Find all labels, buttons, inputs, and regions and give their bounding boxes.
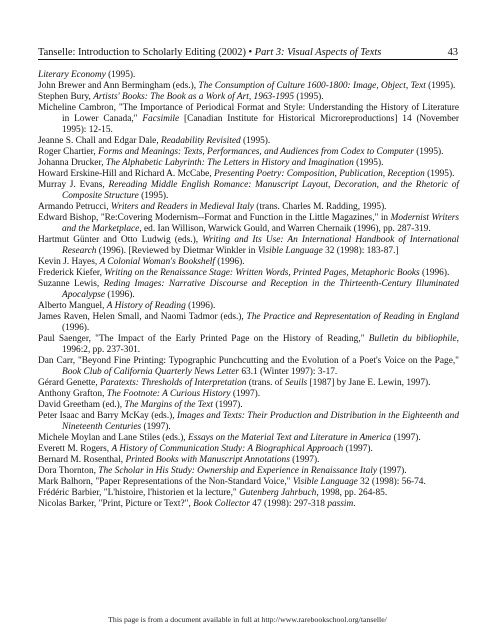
entry-title-segment: Presenting Poetry: Composition, Publication, Reception bbox=[213, 169, 425, 179]
entry-title-segment: Writers and Readers in Medieval Italy bbox=[110, 202, 254, 212]
entry-title-segment: Readability Revisited bbox=[161, 136, 241, 146]
bibliography-entry bbox=[38, 444, 459, 455]
entry-title-segment: Visible Language bbox=[292, 477, 358, 487]
bibliography-entry bbox=[38, 180, 459, 202]
entry-text-segment: (1997). bbox=[141, 422, 171, 432]
entry-text-segment: Michele Moylan and Lane Stiles (eds.), bbox=[38, 433, 188, 443]
bibliography-entry bbox=[38, 334, 459, 356]
entry-text-segment: (trans. of bbox=[246, 378, 285, 388]
entry-text-segment: Kevin J. Hayes, bbox=[38, 257, 100, 267]
entry-text-segment: Nicolas Barker, "Print, Picture or Text?", bbox=[38, 499, 194, 509]
entry-text-segment: (1997). bbox=[377, 466, 407, 476]
entry-title-segment: Visible Language bbox=[257, 246, 323, 256]
entry-text-segment: [1987] by Jane E. Lewin, 1997). bbox=[307, 378, 431, 388]
bibliography-entry bbox=[38, 81, 459, 92]
entry-text-segment: (1995). bbox=[353, 158, 384, 168]
entry-text-segment: , ed. Ian Willison, Warwick Gould, and Warren Chernaik (1996), pp. 287-319. bbox=[139, 224, 431, 234]
entry-text-segment: Frédéric Barbier, "L'histoire, l'historien et la lecture," bbox=[38, 488, 240, 498]
entry-text-segment: 32 (1998): 183-87.] bbox=[322, 246, 399, 256]
entry-text-segment: 63.1 (Winter 1997): 3-17. bbox=[239, 367, 338, 377]
bibliography-entry bbox=[38, 433, 459, 444]
entry-title-segment: Seuils bbox=[284, 378, 308, 388]
entry-title-segment: Modernist Writers and the Marketplace bbox=[62, 213, 459, 234]
bibliography-entry bbox=[38, 400, 459, 411]
entry-text-segment: . bbox=[353, 499, 356, 509]
entry-title-segment: Writing on the Renaissance Stage: Written Words, Printed Pages, Metaphoric Books bbox=[104, 268, 420, 278]
entry-text-segment: (1995). bbox=[138, 191, 169, 201]
entry-text-segment: (1996). bbox=[185, 301, 216, 311]
entry-title-segment: The Consumption of Culture 1600-1800: Image, Object, Text bbox=[198, 81, 426, 91]
entry-text-segment: Murray J. Evans, bbox=[38, 180, 109, 190]
running-header bbox=[38, 47, 458, 60]
entry-title-segment: The Practice and Representation of Reading in England bbox=[246, 312, 459, 322]
bibliography-entry bbox=[38, 411, 459, 433]
entry-text-segment: (1996). bbox=[105, 290, 135, 300]
entry-text-segment: (1996). bbox=[214, 257, 245, 267]
entry-text-segment: (1995). bbox=[294, 92, 324, 102]
entry-text-segment: Dan Carr, "Beyond Fine Printing: Typographic Punchcutting and the Evolution of a Poet's Voice on the Page," bbox=[38, 356, 459, 366]
bibliography-entry bbox=[38, 169, 459, 180]
entry-text-segment: (1997). bbox=[343, 444, 373, 454]
bibliography-entry bbox=[38, 268, 459, 279]
entry-title-segment: A History of Communication Study: A Biographical Approach bbox=[111, 444, 344, 454]
entry-text-segment: Jeanne S. Chall and Edgar Dale, bbox=[38, 136, 161, 146]
entry-title-segment: The Alphabetic Labyrinth: The Letters in History and Imagination bbox=[105, 158, 354, 168]
entry-text-segment: Edward Bishop, "Re:Covering Modernism--Format and Function in the Little Magazines," in bbox=[38, 213, 391, 223]
entry-text-segment: James Raven, Helen Small, and Naomi Tadmor (eds.), bbox=[38, 312, 247, 322]
bibliography-entry bbox=[38, 103, 459, 136]
entry-text-segment: (1997). bbox=[391, 433, 421, 443]
entry-title-segment: Artists' Books: The Book as a Work of Art, 1963-1995 bbox=[93, 92, 295, 102]
bibliography-entry bbox=[38, 488, 459, 499]
bibliography-entry bbox=[38, 455, 459, 466]
entry-text-segment: 32 (1998): 56-74. bbox=[357, 477, 426, 487]
entry-title-segment: Literary Economy bbox=[38, 70, 106, 80]
entry-title-segment: Book Collector bbox=[193, 499, 250, 509]
bibliography-entry bbox=[38, 158, 459, 169]
entry-text-segment: (1997). bbox=[213, 400, 243, 410]
entry-text-segment: , 1996:2, pp. 237-301. bbox=[62, 334, 459, 355]
entry-title-segment: Facsimile bbox=[142, 114, 180, 124]
entry-title-segment: Paratexts: Thresholds of Interpretation bbox=[100, 378, 247, 388]
entry-text-segment: David Greetham (ed.), bbox=[38, 400, 125, 410]
entry-text-segment: Bernard M. Rosenthal, bbox=[38, 455, 126, 465]
entry-text-segment: Howard Erskine-Hill and Richard A. McCabe, bbox=[38, 169, 214, 179]
entry-text-segment: 47 (1998): 297-318 bbox=[249, 499, 328, 509]
bibliography-entry bbox=[38, 202, 459, 213]
entry-text-segment: Everett M. Rogers, bbox=[38, 444, 112, 454]
entry-text-segment: Frederick Kiefer, bbox=[38, 268, 105, 278]
bibliography-entry bbox=[38, 70, 459, 81]
entry-title-segment: A History of Reading bbox=[106, 301, 186, 311]
entry-text-segment: Armando Petrucci, bbox=[38, 202, 111, 212]
entry-title-segment: The Margins of the Text bbox=[124, 400, 213, 410]
bibliography-entry bbox=[38, 136, 459, 147]
bibliography-entry bbox=[38, 378, 459, 389]
entry-text-segment: Dora Thornton, bbox=[38, 466, 99, 476]
bibliography-entry bbox=[38, 257, 459, 268]
entry-text-segment: Anthony Grafton, bbox=[38, 389, 107, 399]
bibliography-entry bbox=[38, 213, 459, 235]
bibliography-entry bbox=[38, 389, 459, 400]
entry-text-segment: (1996). [Reviewed by Dietmar Winkler in bbox=[96, 246, 258, 256]
entry-title-segment: A Colonial Woman's Bookshelf bbox=[99, 257, 215, 267]
bibliography-entry bbox=[38, 466, 459, 477]
bibliography-entry bbox=[38, 499, 459, 510]
entry-title-segment: Essays on the Material Text and Literature in America bbox=[187, 433, 392, 443]
entry-text-segment: Johanna Drucker, bbox=[38, 158, 106, 168]
entry-text-segment: Stephen Bury, bbox=[38, 92, 94, 102]
entry-text-segment: Hartmut Günter and Otto Ludwig (eds.), bbox=[38, 235, 203, 245]
entry-title-segment: Forms and Meanings: Texts, Performances, and Audiences from Codex to Computer bbox=[98, 147, 414, 157]
entry-text-segment: (1997). bbox=[289, 455, 320, 465]
entry-text-segment: (1995). bbox=[240, 136, 271, 146]
entry-text-segment: (1995). bbox=[424, 169, 455, 179]
entry-title-segment: The Footnote: A Curious History bbox=[106, 389, 231, 399]
bibliography-entry bbox=[38, 92, 459, 103]
entry-text-segment: Mark Balhorn, "Paper Representations of the Non-Standard Voice," bbox=[38, 477, 293, 487]
entry-title-segment: Writing and Its Use: An International Handbook of International Research bbox=[62, 235, 460, 256]
entry-title-segment: Bulletin du bibliophile bbox=[368, 334, 457, 344]
bibliography-entry bbox=[38, 356, 459, 378]
page-footer: This page is from a document available in full at http://www.rarebookschool.org/tanselle/ bbox=[108, 615, 387, 624]
header-title: Tanselle: Introduction to Scholarly Editing (2002) • bbox=[38, 47, 255, 58]
bibliography-entry bbox=[38, 147, 459, 158]
bibliography-entry bbox=[38, 279, 459, 301]
entry-text-segment: Gérard Genette, bbox=[38, 378, 100, 388]
entry-text-segment: Micheline Cambron, "The Importance of Periodical Format and Style: Understanding the History of Literature in Lower Canada," bbox=[38, 103, 459, 124]
entry-text-segment: Paul Saenger, "The Impact of the Early Printed Page on the History of Reading," bbox=[38, 334, 369, 344]
entry-text-segment: Peter Isaac and Barry McKay (eds.), bbox=[38, 411, 178, 421]
entry-text-segment: (1995). bbox=[425, 81, 456, 91]
bibliography-list bbox=[38, 70, 459, 510]
entry-text-segment: (1997). bbox=[230, 389, 261, 399]
entry-text-segment: Suzanne Lewis, bbox=[38, 279, 104, 289]
entry-title-segment: Book Club of California Quarterly News Letter bbox=[62, 367, 240, 377]
bibliography-entry bbox=[38, 312, 459, 334]
entry-text-segment: (1996). bbox=[419, 268, 450, 278]
entry-title-segment: The Scholar in His Study: Ownership and Experience in Renaissance Italy bbox=[98, 466, 377, 476]
entry-text-segment: (1996). bbox=[62, 323, 90, 333]
bibliography-entry bbox=[38, 477, 459, 488]
entry-title-segment: Reding Images: Narrative Discourse and Reception in the Thirteenth-Century Illuminated Apocalypse bbox=[62, 279, 460, 300]
entry-text-segment: John Brewer and Ann Bermingham (eds.), bbox=[38, 81, 199, 91]
entry-title-segment: Rereading Middle English Romance: Manuscript Layout, Decoration, and the Rhetoric of Composite Structure bbox=[62, 180, 459, 201]
entry-text-segment: , 1998, pp. 264-85. bbox=[316, 488, 388, 498]
entry-title-segment: Printed Books with Manuscript Annotations bbox=[125, 455, 290, 465]
header-section: Part 3: Visual Aspects of Texts bbox=[254, 47, 382, 58]
entry-title-segment: passim bbox=[327, 499, 354, 509]
entry-text-segment: Roger Chartier, bbox=[38, 147, 99, 157]
entry-text-segment: (1995). bbox=[413, 147, 444, 157]
page-number: 43 bbox=[447, 47, 458, 58]
entry-title-segment: Gutenberg Jahrbuch bbox=[239, 488, 317, 498]
bibliography-entry bbox=[38, 235, 459, 257]
entry-text-segment: [Canadian Institute for Historical Microreproductions] 14 (November 1995): 12-15. bbox=[62, 114, 459, 135]
entry-title-segment: Images and Texts: Their Production and Distribution in the Eighteenth and Nineteenth Centuries bbox=[62, 411, 459, 432]
bibliography-entry bbox=[38, 301, 459, 312]
entry-text-segment: Alberto Manguel, bbox=[38, 301, 107, 311]
entry-text-segment: (1995). bbox=[105, 70, 136, 80]
entry-text-segment: (trans. Charles M. Radding, 1995). bbox=[253, 202, 387, 212]
